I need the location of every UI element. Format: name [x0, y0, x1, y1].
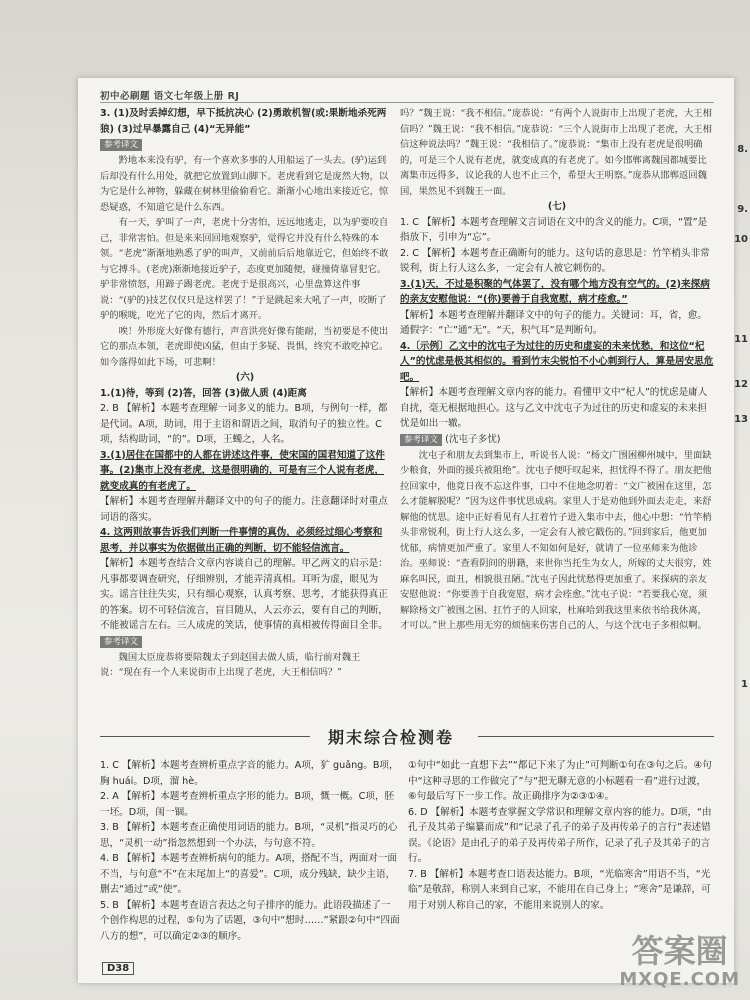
analysis-q4: 【解析】本题考查结合文章内容谈自己的理解。甲乙两文的启示是：凡事都要调查研究，仔细辨别，才能弄清真相。耳听为虚，眼见为实。谣言往往失实，只有细心观察，认真考察、思考，才能获得真正的答案。切不可轻信流言，盲目随从，人云亦云，要有自己的判断，不能被谣言左右。三人成虎的笑话，使事情的真相被传得面目全非。	[100, 558, 388, 631]
bottom-right-column	[408, 758, 714, 913]
answer-q1: 1.(1)待，等到 (2)答，回答 (3)做人质 (4)距离	[100, 387, 307, 399]
title-rule-right	[478, 736, 714, 737]
edge-number: 1	[741, 679, 748, 690]
header-divider	[100, 102, 714, 103]
answer-item: 7. B 【解析】本题考查口语表达能力。B项，“光临寒舍”用语不当，“光临”是敬辞，称别人来到自己家，不能用在自己身上；“寒舍”是谦辞，可用于对别人称自己的家，不能用来说别人的家。	[408, 868, 711, 911]
answer-q3b: 3.(1)居住在国都中的人都在讲述这件事，使宋国的国君知道了这件事。(2)集市上没有老虎，这是很明确的，可是有三个人说有老虎，就变成真的有老虎了。	[100, 449, 385, 492]
edge-number: 13	[734, 414, 748, 425]
translation-paragraph: 沈屯子和朋友去到集市上，听说书人说：“杨文广围困柳州城中，里面缺少粮食，外面的援兵被阻绝”。沈屯子便吁叹起来，担忧得不得了。朋友把他拉回家中，他竟日夜不忘这件事，口中不住地念叨着：“文广被困在这里，怎么才能解脱呢？”因为这件事忧思成病。家里人于是劝他到外面去走走，来舒解他的忧思。途中正好看见有人扛着竹子进入集市中去，他心中想：“竹竿梢头非常锐利，街上行人这么多，一定会有人被它戳伤的。”回到家后，他更加忧郁，病情更加严重了。家里人不知如何是好，就请了一位巫师来为他诊治。巫师说：“查看阴间的册籍，来世你当托生为女人，所嫁的丈夫很穷，姓麻名叫民，面丑，相貌很丑陋。”沈屯子因此忧愁得更加重了。来探病的亲友安慰他说：“你要善于自我宽慰，病才会痊愈。”沈屯子说：“若要我心宽，须解除杨文广被围之困、扛竹子的人回家，杜麻哈到我这里来依书给我休离，才可以。”世上那些用无穷的烦恼来伤害自己的人，与这个沈屯子多相似啊。	[400, 449, 712, 631]
answer-item: 2. A 【解析】本题考查辨析重点字形的能力。B项，慨一概。C项，胚一坯。D项，闺一锢。	[100, 791, 395, 818]
answer-item: ①句中“如此一直想下去”“都记下来了为止”可判断①句在③句之后。④句中“这种寻思的工作做完了”与“把无聊无意的小标题看一看”进行过渡，⑥句最后写下一步工作。故正确排序为②③①④。	[408, 760, 712, 802]
answer-q4: 4. 这两则故事告诉我们判断一件事情的真伪，必须经过细心考察和思考，并以事实为依据做出正确的判断，切不能轻信流言。	[100, 527, 383, 554]
answer-q2: 2. B 【解析】本题考查理解一词多义的能力。B项，与例句一样，都是代词。A项，助词，用于主语和谓语之间，取消句子的独立性。C项，结构助词，“的”。D项，王蠋之，人名。	[100, 403, 388, 445]
answer-q2: 2. C 【解析】本题考查正确断句的能力。这句话的意思是：竹竿梢头非常锐利，街上行人这么多，一定会有人被它刺伤的。	[400, 247, 710, 274]
answer-q4: 4.〔示例〕乙文中的沈屯子为过往的历史和虚妄的未来忧愁，和这位“杞人”的忧虑是极其相似的。看到竹末尖锐怕不小心刺到行人，算是居安思危吧。	[400, 340, 714, 383]
book-page	[78, 78, 734, 983]
reference-translation-tag: 参考译文	[400, 434, 442, 446]
answer-q3: 3. (1)及时丢掉幻想，早下抵抗决心 (2)勇敢机智(或:果断地杀死两狼) (3)过早暴露自己 (4)“无异能”	[100, 108, 387, 135]
page-number: D38	[102, 962, 134, 975]
answer-q3: 3.(1)天，不过是积聚的气体罢了，没有哪个地方没有空气的。(2)来探病的亲友安慰他说：“(你)要善于自我宽慰，病才痊愈。”	[400, 278, 710, 305]
edge-number: 8.	[737, 144, 748, 155]
reference-translation-tag: 参考译文	[100, 636, 142, 648]
answer-item: 6. D 【解析】本题考查掌握文学常识和理解文章内容的能力。D项，“由孔子及其弟子编纂而成”和“记录了孔子的弟子及再传弟子的言行”表述错误。《论语》是由孔子的弟子及再传弟子所作，记录了孔子及其弟子的言行。	[408, 806, 712, 864]
translation-paragraph: 魏国太臣庞恭将要陪魏太子到赵国去做人质，临行前对魏王说：“现在有一个人来说街市上出现了老虎，大王相信吗？”	[100, 651, 361, 678]
adjacent-page-edge	[732, 100, 750, 920]
analysis-q4: 【解析】本题考查理解文章内容的能力。看懂甲文中“杞人”的忧虑是庸人自扰，毫无根据地担心。这与乙文中沈屯子为过往的历史和虚妄的未来担忧是如出一辙。	[400, 387, 708, 429]
bottom-left-column	[100, 758, 400, 944]
page-header: 初中必刷题 语文七年级上册 RJ	[100, 91, 240, 102]
translation-paragraph: 黔地本来没有驴，有一个喜欢多事的人用船运了一头去。(驴)运到后却没有什么用处，就把它放置到山脚下。老虎看到它是庞然大物，以为它是什么神物，躲藏在树林里偷偷看它。渐渐小心地出来接近它，惊恐疑惑，不知道它是什么东西。	[100, 155, 389, 213]
site-watermark	[619, 933, 740, 990]
edge-number: 9.	[737, 204, 748, 215]
watermark-logo: 答案圈	[631, 932, 728, 970]
section-heading-6: (六)	[235, 372, 255, 383]
analysis-q3: 【解析】本题考查理解并翻译文中的句子的能力。关键词：耳，省，愈。通假字：“亡”通“无”。“天，积气耳”是判断句。	[400, 309, 707, 336]
title-rule-left	[100, 736, 310, 737]
section-title: 期末综合检测卷	[328, 728, 455, 747]
analysis-q3b: 【解析】本题考查理解并翻译文中的句子的能力。注意翻译时对重点词语的落实。	[100, 496, 388, 523]
answer-item: 3. B 【解析】本题考查正确使用词语的能力。B项，“灵机”指灵巧的心思，“灵机一动”指忽然想到一个办法，与句意不符。	[100, 822, 398, 849]
answer-q1: 1. C 【解析】本题考查理解文言词语在文中的含义的能力。C项，“置”是指放下，引申为“忘”。	[400, 216, 708, 243]
watermark-url: MXQE.COM	[619, 969, 740, 990]
edge-number: 12	[734, 379, 748, 390]
translation-paragraph: 唉！外形庞大好像有德行，声音洪亮好像有能耐，当初要是不使出它的那点本领，老虎即使凶猛，但由于多疑、畏惧，终究不敢吃掉它。如今落得如此下场，可悲啊！	[100, 325, 389, 368]
translation-paragraph: 有一天，驴叫了一声，老虎十分害怕，远远地逃走，以为驴要咬自己，非常害怕。但是来来回回地观察驴，觉得它并没有什么特殊的本领。“老虎”渐渐地熟悉了驴的叫声，又前前后后地靠近它，但始终不敢与它搏斗。(老虎)渐渐地接近驴子，态度更加随便，碰撞倚靠冒犯它。驴非常愤怒，用蹄子踢老虎。老虎于是很高兴，心里盘算这件事说：“(驴的)技艺仅仅只是这样罢了！”于是跳起来大吼了一声，咬断了驴的喉咙，吃光了它的肉，然后才离开。	[100, 217, 389, 321]
answer-item: 4. B 【解析】本题考查辨析病句的能力。A项，搭配不当，两面对一面不当，与句意“不”在末尾加上“的喜爱”。C项，成分残缺，缺少主语，删去“通过”或“使”。	[100, 853, 398, 895]
edge-number: 11	[734, 334, 748, 345]
edge-number: 10	[734, 234, 748, 245]
answer-item: 1. C 【解析】本题考查辨析重点字音的能力。A项，犷 guǎng。B项，胸 huái。D项，溜 hè。	[100, 760, 399, 787]
reference-translation-tag: 参考译文	[100, 139, 142, 151]
section-heading-7: (七)	[547, 201, 567, 212]
left-column	[100, 106, 390, 681]
translation-continued: 吗？”魏王说：“我不相信。”庞恭说：“有两个人说街市上出现了老虎，大王相信吗？”魏王说：“我不相信。”庞恭说：“三个人说街市上出现了老虎，大王相信这种说法吗？”魏王说：“我相信了。”庞恭说：“集市上没有老虎是很明确的，可是三个人说有老虎，就变成真的有老虎了。如今邯郸离魏国都城要比离集市远得多，议论我的人也不止三个，希望大王明察。”庞恭从邯郸返回魏国，果然见不到魏王一面。	[400, 108, 712, 197]
answer-item: 5. B 【解析】本题考查语言表达之句子排序的能力。此语段描述了一个创作构思的过程，⑤句为了话题，③句中“想时……”紧跟②句中“四面八方的想”，可以确定②③的顺序。	[100, 899, 400, 942]
translation-subtitle: (沈屯子多忧)	[445, 433, 501, 445]
right-column	[400, 106, 714, 634]
